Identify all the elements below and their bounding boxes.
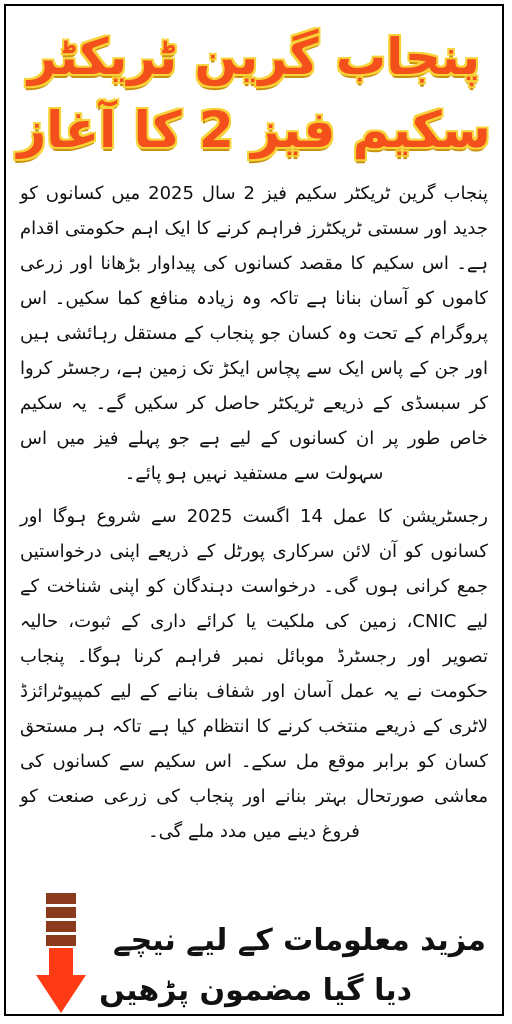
arrow-stripe <box>46 921 76 932</box>
arrow-stripe <box>46 893 76 904</box>
headline-line-2: سکیم فیز 2 کا آغاز <box>17 101 491 159</box>
arrow-stripe <box>46 907 76 918</box>
call-to-action <box>16 893 492 1013</box>
arrow-head <box>36 975 86 1013</box>
article-frame <box>4 4 504 1016</box>
cta-line-1: مزید معلومات کے لیے نیچے <box>113 923 486 958</box>
paragraph-2: رجسٹریشن کا عمل 14 اگست 2025 سے شروع ہوگا اور کسانوں کو آن لائن سرکاری پورٹل کے ذریعے اپنی درخواستیں جمع کرانی ہوں گی۔ درخواست دہندگان کو اپنی شناخت کے لیے CNIC، زمین کی ملکیت یا کرائے داری کے ثبوت، حالیہ تصویر اور رجسٹرڈ موبائل نمبر فراہم کرنا ہوگا۔ پنجاب حکومت نے یہ عمل آسان اور شفاف بنانے کے لیے کمپیوٹرائزڈ لاٹری کے ذریعے منتخب کرنے کا انتظام کیا ہے تاکہ ہر مستحق کسان کو برابر موقع مل سکے۔ اس سکیم سے کسانوں کی معاشی صورتحال بہتر بنانے اور پنجاب کی زرعی صنعت کو فروغ دینے میں مدد ملے گی۔ <box>20 506 489 842</box>
arrow-shaft <box>49 948 73 976</box>
paragraph-1: پنجاب گرین ٹریکٹر سکیم فیز 2 سال 2025 میں کسانوں کو جدید اور سستی ٹریکٹرز فراہم کرنے کا ایک اہم حکومتی اقدام ہے۔ اس سکیم کا مقصد کسانوں کی پیداوار بڑھانا اور زرعی کاموں کو آسان بنانا ہے تاکہ وہ زیادہ منافع کما سکیں۔ اس پروگرام کے تحت وہ کسان جو پنجاب کے مستقل رہائشی ہیں اور جن کے پاس ایک سے پچاس ایکڑ تک زمین ہے، رجسٹر کروا کر سبسڈی کے ذریعے ٹریکٹر حاصل کر سکیں گے۔ یہ سکیم خاص طور پر ان کسانوں کے لیے ہے جو پہلے فیز میں اس سہولت سے مستفید نہیں ہو پائے۔ <box>20 183 489 484</box>
headline-line-1: پنجاب گرین ٹریکٹر <box>27 28 481 86</box>
cta-line-2: دیا گیا مضمون پڑھیں <box>99 973 412 1008</box>
article-body <box>20 176 488 857</box>
arrow-stripe <box>46 935 76 946</box>
